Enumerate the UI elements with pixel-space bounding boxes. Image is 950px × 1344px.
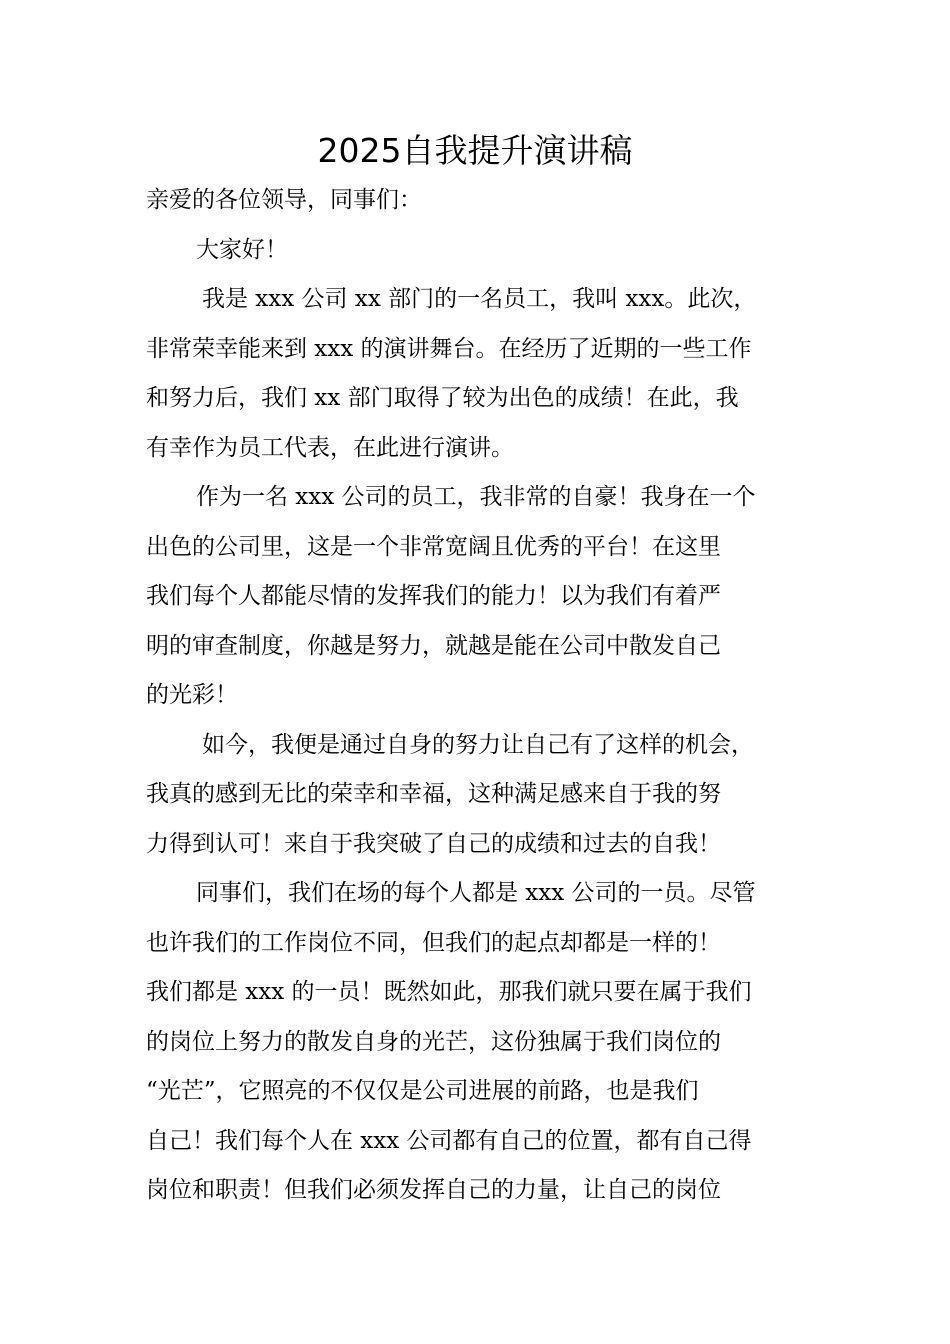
greeting-line: 大家好！	[196, 236, 288, 263]
paragraph-line: 作为一名 xxx 公司的员工，我非常的自豪！我身在一个	[196, 484, 756, 510]
paragraph-line: 岗位和职责！但我们必须发挥自己的力量，让自己的岗位	[146, 1177, 721, 1203]
paragraph-line: 我们都是 xxx 的一员！既然如此，那我们就只要在属于我们	[146, 979, 752, 1005]
paragraph-line: 的光彩！	[146, 682, 238, 708]
paragraph-line: 我真的感到无比的荣幸和幸福，这种满足感来自于我的努	[146, 781, 721, 807]
paragraph-line: 同事们，我们在场的每个人都是 xxx 公司的一员。尽管	[196, 880, 756, 906]
paragraph-line: 出色的公司里，这是一个非常宽阔且优秀的平台！在这里	[146, 533, 721, 560]
paragraph-line: 我们每个人都能尽情的发挥我们的能力！以为我们有着严	[146, 583, 721, 609]
paragraph-line: 和努力后，我们 xx 部门取得了较为出色的成绩！在此，我	[146, 385, 739, 411]
paragraph-line: 非常荣幸能来到 xxx 的演讲舞台。在经历了近期的一些工作	[146, 335, 752, 362]
paragraph-line: 如今，我便是通过自身的努力让自己有了这样的机会，	[202, 731, 754, 758]
paragraph-line: 的岗位上努力的散发自身的光芒，这份独属于我们岗位的	[146, 1028, 721, 1055]
paragraph-line: 力得到认可！来自于我突破了自己的成绩和过去的自我！	[146, 830, 721, 857]
document-body	[146, 176, 810, 1216]
document-title: 2025自我提升演讲稿	[317, 131, 633, 170]
salutation-line: 亲爱的各位领导，同事们：	[146, 187, 422, 213]
paragraph-line: 也许我们的工作岗位不同，但我们的起点却都是一样的！	[146, 929, 721, 956]
paragraph-line: 明的审查制度，你越是努力，就越是能在公司中散发自己	[146, 632, 721, 659]
paragraph-line: “光芒”，它照亮的不仅仅是公司进展的前路，也是我们	[146, 1078, 699, 1104]
paragraph-line: 我是 xxx 公司 xx 部门的一名员工，我叫 xxx。此次，	[202, 286, 757, 312]
paragraph-line: 有幸作为员工代表，在此进行演讲。	[146, 434, 514, 461]
paragraph-line: 自己！我们每个人在 xxx 公司都有自己的位置，都有自己得	[146, 1127, 752, 1154]
